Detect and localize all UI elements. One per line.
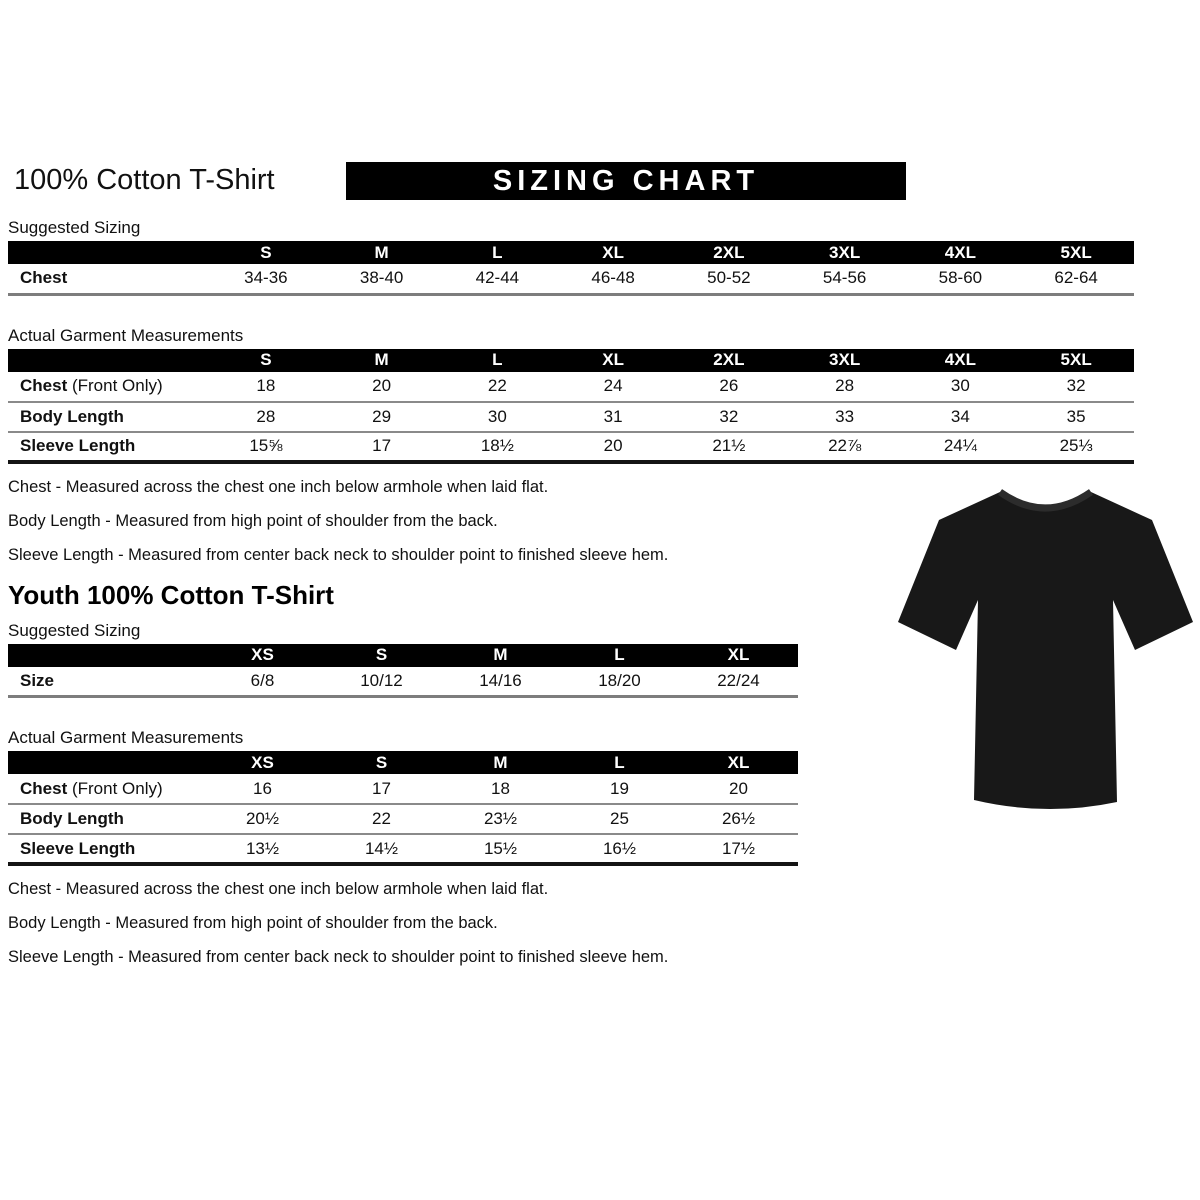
measurement-cell: 19 — [610, 778, 629, 798]
size-column-header: S — [208, 241, 324, 264]
row-label: Chest (Front Only) — [20, 376, 163, 395]
measurement-cell: 13½ — [245, 838, 280, 858]
header-spacer-cell — [8, 241, 208, 264]
measurement-cell: 22/24 — [717, 670, 760, 690]
row-label: Body Length — [20, 809, 124, 828]
size-column-header: L — [560, 751, 679, 774]
size-column-header: XL — [555, 349, 671, 372]
measurement-cell: 15⅝ — [249, 436, 283, 455]
measurement-cell: 14½ — [364, 838, 399, 858]
measurement-cell: 25 — [610, 809, 629, 828]
table-row — [8, 264, 1134, 294]
table-row — [8, 804, 798, 834]
adult-suggested-sizing-label: Suggested Sizing — [8, 218, 141, 237]
size-column-header: M — [324, 241, 440, 264]
measurement-cell: 34 — [950, 406, 970, 426]
measurement-note: Sleeve Length - Measured from center back neck to shoulder point to finished sleeve hem. — [8, 545, 669, 564]
measurement-cell: 20 — [603, 436, 623, 455]
size-column-header: 3XL — [787, 241, 903, 264]
measurement-cell: 62-64 — [1054, 268, 1098, 288]
measurement-note: Body Length - Measured from high point of shoulder from the back. — [8, 914, 498, 932]
measurement-cell: 16 — [253, 778, 272, 798]
measurement-cell: 58-60 — [938, 268, 983, 288]
measurement-cell: 32 — [1066, 376, 1086, 395]
header-spacer-cell — [8, 349, 208, 372]
sizing-chart-banner: SIZING CHART — [346, 162, 906, 200]
size-column-header: L — [440, 349, 556, 372]
size-column-header: M — [441, 751, 560, 774]
measurement-note: Sleeve Length - Measured from center back neck to shoulder point to finished sleeve hem. — [8, 948, 669, 966]
youth-actual-measurements-label: Actual Garment Measurements — [8, 728, 244, 747]
measurement-cell: 14/16 — [479, 670, 522, 690]
size-column-header: 3XL — [787, 349, 903, 372]
size-column-header: L — [560, 644, 679, 667]
size-column-header: 4XL — [903, 349, 1019, 372]
size-column-header: XL — [555, 241, 671, 264]
adult-garment-measurements-table — [8, 349, 1134, 464]
header-row — [8, 751, 798, 774]
measurement-cell: 46-48 — [591, 268, 635, 288]
measurement-cell: 33 — [835, 406, 855, 426]
tshirt-body-shape — [898, 492, 1193, 809]
header-spacer-cell — [8, 751, 203, 774]
size-column-header: S — [322, 644, 441, 667]
size-column-header: L — [440, 241, 556, 264]
measurement-cell: 24¼ — [943, 436, 977, 455]
header-row — [8, 241, 1134, 264]
size-column-header: XS — [203, 751, 322, 774]
tshirt-silhouette-icon — [893, 470, 1199, 836]
youth-page-title: Youth 100% Cotton T-Shirt — [8, 579, 334, 610]
measurement-cell: 54-56 — [822, 268, 867, 288]
adult-suggested-sizing-table — [8, 241, 1134, 296]
row-label: Sleeve Length — [20, 436, 136, 455]
header-spacer-cell — [8, 644, 203, 667]
measurement-cell: 17 — [372, 778, 391, 798]
measurement-cell: 30 — [950, 376, 970, 395]
youth-suggested-sizing-label: Suggested Sizing — [8, 620, 141, 640]
size-column-header: XL — [679, 751, 798, 774]
measurement-cell: 20½ — [245, 809, 280, 828]
table-row — [8, 834, 798, 864]
measurement-cell: 10/12 — [360, 670, 403, 690]
measurement-cell: 24 — [603, 376, 623, 395]
youth-suggested-sizing-table — [8, 644, 798, 699]
header-row — [8, 349, 1134, 372]
measurement-cell: 15½ — [483, 838, 518, 858]
header-row — [8, 644, 798, 667]
measurement-cell: 18/20 — [598, 670, 641, 690]
tshirt-product-image — [893, 470, 1199, 836]
measurement-cell: 16½ — [602, 838, 637, 858]
measurement-cell: 20 — [372, 376, 392, 395]
measurement-cell: 32 — [719, 406, 739, 426]
table-row — [8, 372, 1134, 402]
measurement-cell: 34-36 — [244, 268, 288, 288]
row-label: Sleeve Length — [20, 838, 136, 858]
measurement-cell: 6/8 — [250, 670, 275, 690]
size-column-header: 2XL — [671, 349, 787, 372]
measurement-note: Chest - Measured across the chest one inch below armhole when laid flat. — [8, 477, 549, 496]
measurement-cell: 18½ — [480, 436, 514, 455]
page-header — [8, 160, 1200, 208]
adult-actual-measurements-label: Actual Garment Measurements — [8, 325, 244, 345]
measurement-cell: 25⅓ — [1059, 436, 1093, 455]
size-column-header: XL — [679, 644, 798, 667]
page-title: 100% Cotton T-Shirt — [14, 164, 275, 196]
size-column-header: 5XL — [1018, 241, 1134, 264]
size-column-header: XS — [203, 644, 322, 667]
measurement-cell: 17½ — [721, 838, 756, 858]
size-column-header: S — [208, 349, 324, 372]
row-label: Chest (Front Only) — [20, 778, 163, 798]
measurement-cell: 28 — [256, 406, 276, 426]
size-column-header: S — [322, 751, 441, 774]
measurement-cell: 26½ — [721, 809, 756, 828]
measurement-cell: 42-44 — [475, 268, 520, 288]
measurement-cell: 18 — [491, 778, 510, 798]
youth-garment-measurements-table — [8, 751, 798, 866]
measurement-cell: 22 — [372, 809, 391, 828]
size-column-header: M — [441, 644, 560, 667]
youth-measurement-notes — [8, 880, 1200, 967]
measurement-cell: 31 — [603, 406, 623, 426]
measurement-cell: 26 — [719, 376, 739, 395]
measurement-note: Body Length - Measured from high point of shoulder from the back. — [8, 511, 498, 530]
measurement-cell: 18 — [256, 376, 276, 395]
measurement-note: Chest - Measured across the chest one inch below armhole when laid flat. — [8, 880, 549, 898]
row-label: Size — [20, 670, 55, 690]
measurement-cell: 21½ — [712, 436, 746, 455]
measurement-cell: 38-40 — [359, 268, 404, 288]
measurement-cell: 29 — [372, 406, 392, 426]
measurement-cell: 22⅞ — [828, 436, 862, 455]
size-column-header: 2XL — [671, 241, 787, 264]
table-row — [8, 774, 798, 804]
table-row — [8, 432, 1134, 462]
table-row — [8, 402, 1134, 432]
table-row — [8, 667, 798, 697]
measurement-cell: 23½ — [483, 809, 518, 828]
measurement-cell: 28 — [835, 376, 855, 395]
measurement-cell: 35 — [1066, 406, 1086, 426]
size-column-header: 4XL — [903, 241, 1019, 264]
row-label: Body Length — [20, 406, 124, 426]
row-label: Chest — [20, 268, 68, 288]
size-column-header: 5XL — [1018, 349, 1134, 372]
measurement-cell: 50-52 — [707, 268, 751, 288]
measurement-cell: 17 — [372, 436, 392, 455]
measurement-cell: 20 — [729, 778, 748, 798]
measurement-cell: 30 — [487, 406, 507, 426]
measurement-cell: 22 — [487, 376, 507, 395]
size-column-header: M — [324, 349, 440, 372]
